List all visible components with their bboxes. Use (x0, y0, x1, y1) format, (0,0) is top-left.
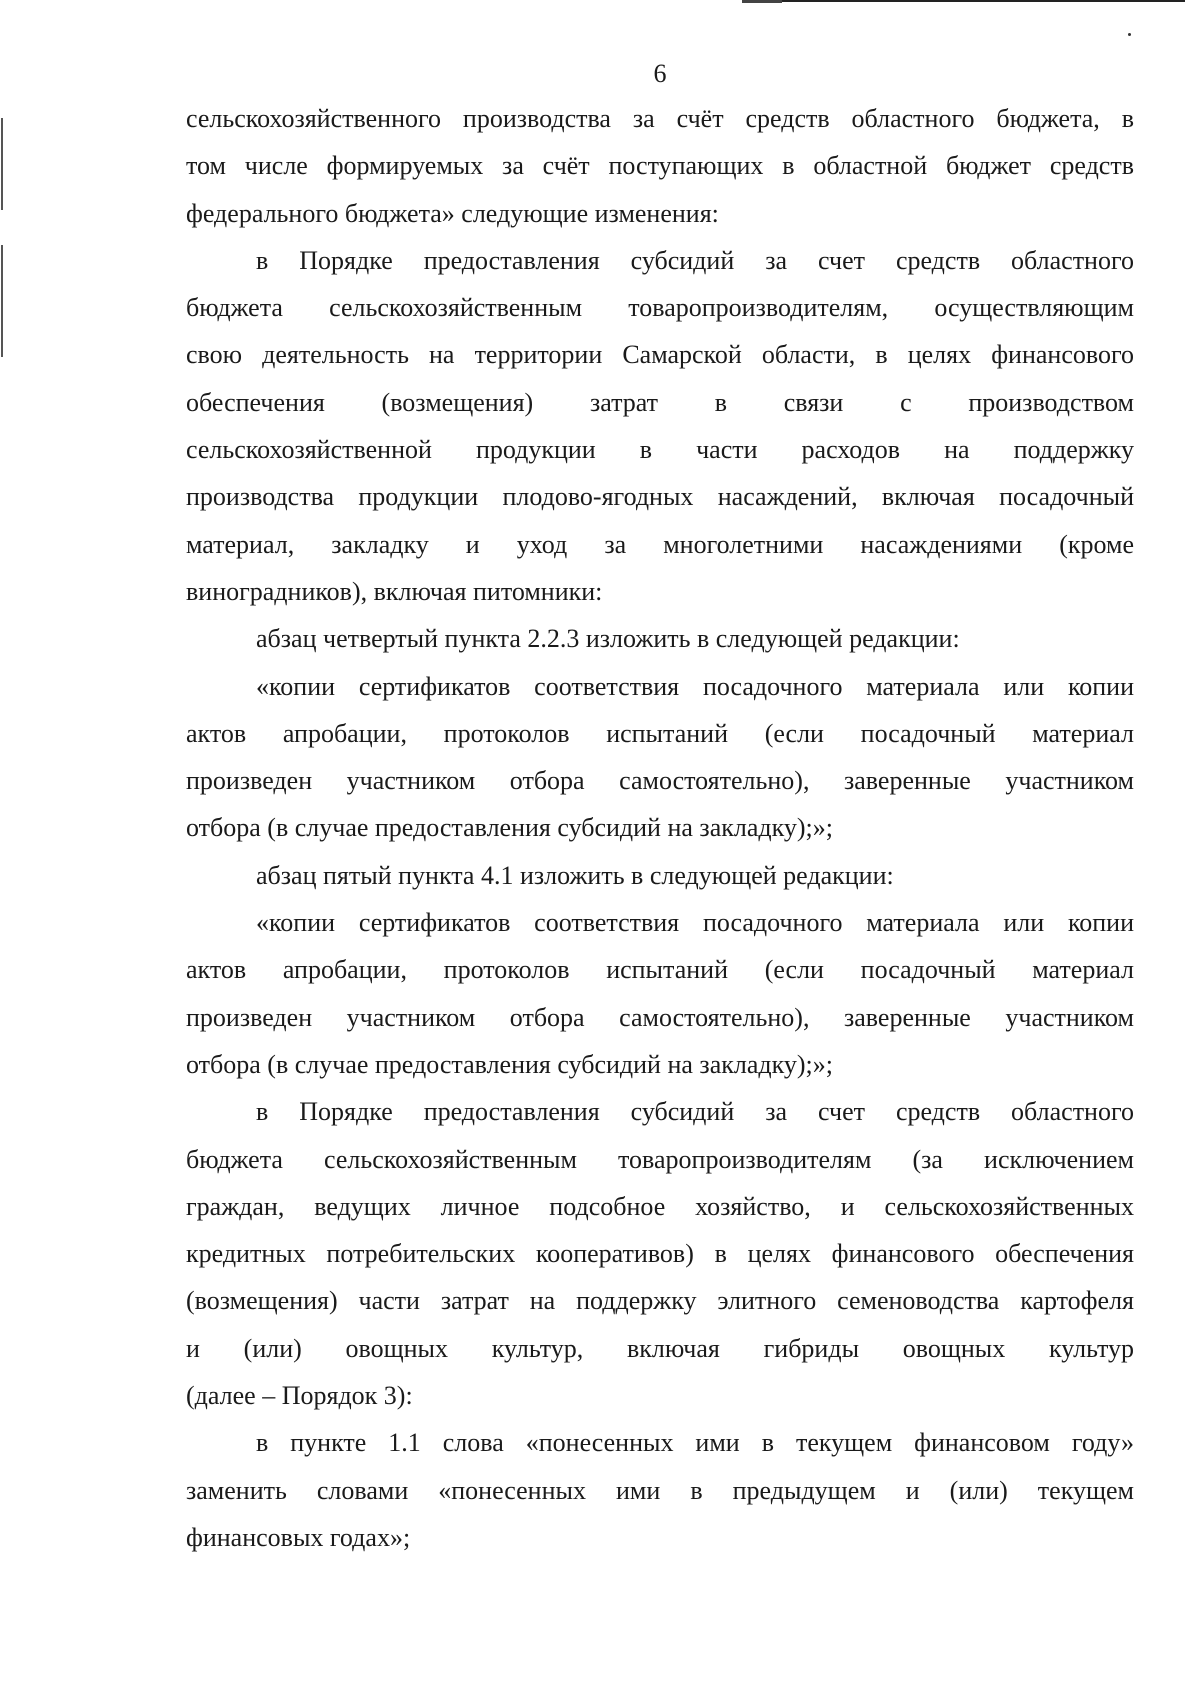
text-line: «копии сертификатов соответствия посадочного материала или копии (256, 671, 1134, 701)
text-line: «копии сертификатов соответствия посадочного материала или копии (256, 908, 1134, 938)
text-line: отбора (в случае предоставления субсидий на закладку);»; (186, 813, 833, 843)
text-line: произведен участником отбора самостоятельно), заверенные участником (186, 1002, 1134, 1032)
text-line: виноградников), включая питомники: (186, 576, 603, 606)
text-line: граждан, ведущих личное подсобное хозяйство, и сельскохозяйственных (186, 1191, 1134, 1221)
binding-mark (1, 245, 3, 357)
text-line: и (или) овощных культур, включая гибриды овощных культур (186, 1333, 1134, 1363)
text-line: отбора (в случае предоставления субсидий на закладку);»; (186, 1049, 833, 1079)
text-line: федерального бюджета» следующие изменения: (186, 198, 719, 228)
text-line: актов апробации, протоколов испытаний (если посадочный материал (186, 955, 1134, 985)
text-line: сельскохозяйственного производства за счёт средств областного бюджета, в (186, 104, 1134, 133)
text-line: кредитных потребительских кооперативов) в целях финансового обеспечения (186, 1239, 1134, 1269)
text-line: заменить словами «понесенных ими в предыдущем и (или) текущем (186, 1475, 1134, 1505)
scan-speck (1128, 33, 1131, 36)
text-line: обеспечения (возмещения) затрат в связи с производством (186, 387, 1134, 417)
text-line: сельскохозяйственной продукции в части расходов на поддержку (186, 435, 1134, 465)
scan-edge-line (745, 0, 1185, 2)
binding-mark (1, 118, 3, 210)
text-line: (возмещения) части затрат на поддержку элитного семеноводства картофеля (186, 1286, 1134, 1316)
text-line: актов апробации, протоколов испытаний (если посадочный материал (186, 718, 1134, 748)
text-line: в пункте 1.1 слова «понесенных ими в текущем финансовом году» (256, 1428, 1134, 1458)
text-line: том числе формируемых за счёт поступающих в областной бюджет средств (186, 151, 1134, 181)
text-line: материал, закладку и уход за многолетними насаждениями (кроме (186, 529, 1134, 559)
text-line: (далее – Порядок 3): (186, 1381, 413, 1411)
text-line: абзац пятый пункта 4.1 изложить в следующей редакции: (256, 860, 894, 890)
text-line: произведен участником отбора самостоятельно), заверенные участником (186, 766, 1134, 796)
text-line: в Порядке предоставления субсидий за счет средств областного (256, 245, 1134, 275)
text-line: свою деятельность на территории Самарской области, в целях финансового (186, 340, 1134, 370)
text-line: бюджета сельскохозяйственным товаропроизводителям (за исключением (186, 1144, 1134, 1174)
page-number: 6 (653, 59, 667, 88)
scan-edge-mark (742, 0, 782, 3)
text-line: финансовых годах»; (186, 1522, 411, 1552)
text-line: производства продукции плодово-ягодных насаждений, включая посадочный (186, 482, 1134, 512)
text-line: абзац четвертый пункта 2.2.3 изложить в следующей редакции: (256, 624, 960, 654)
text-line: в Порядке предоставления субсидий за счет средств областного (256, 1097, 1134, 1127)
document-body (186, 95, 1134, 1561)
text-line: бюджета сельскохозяйственным товаропроизводителям, осуществляющим (186, 293, 1134, 323)
